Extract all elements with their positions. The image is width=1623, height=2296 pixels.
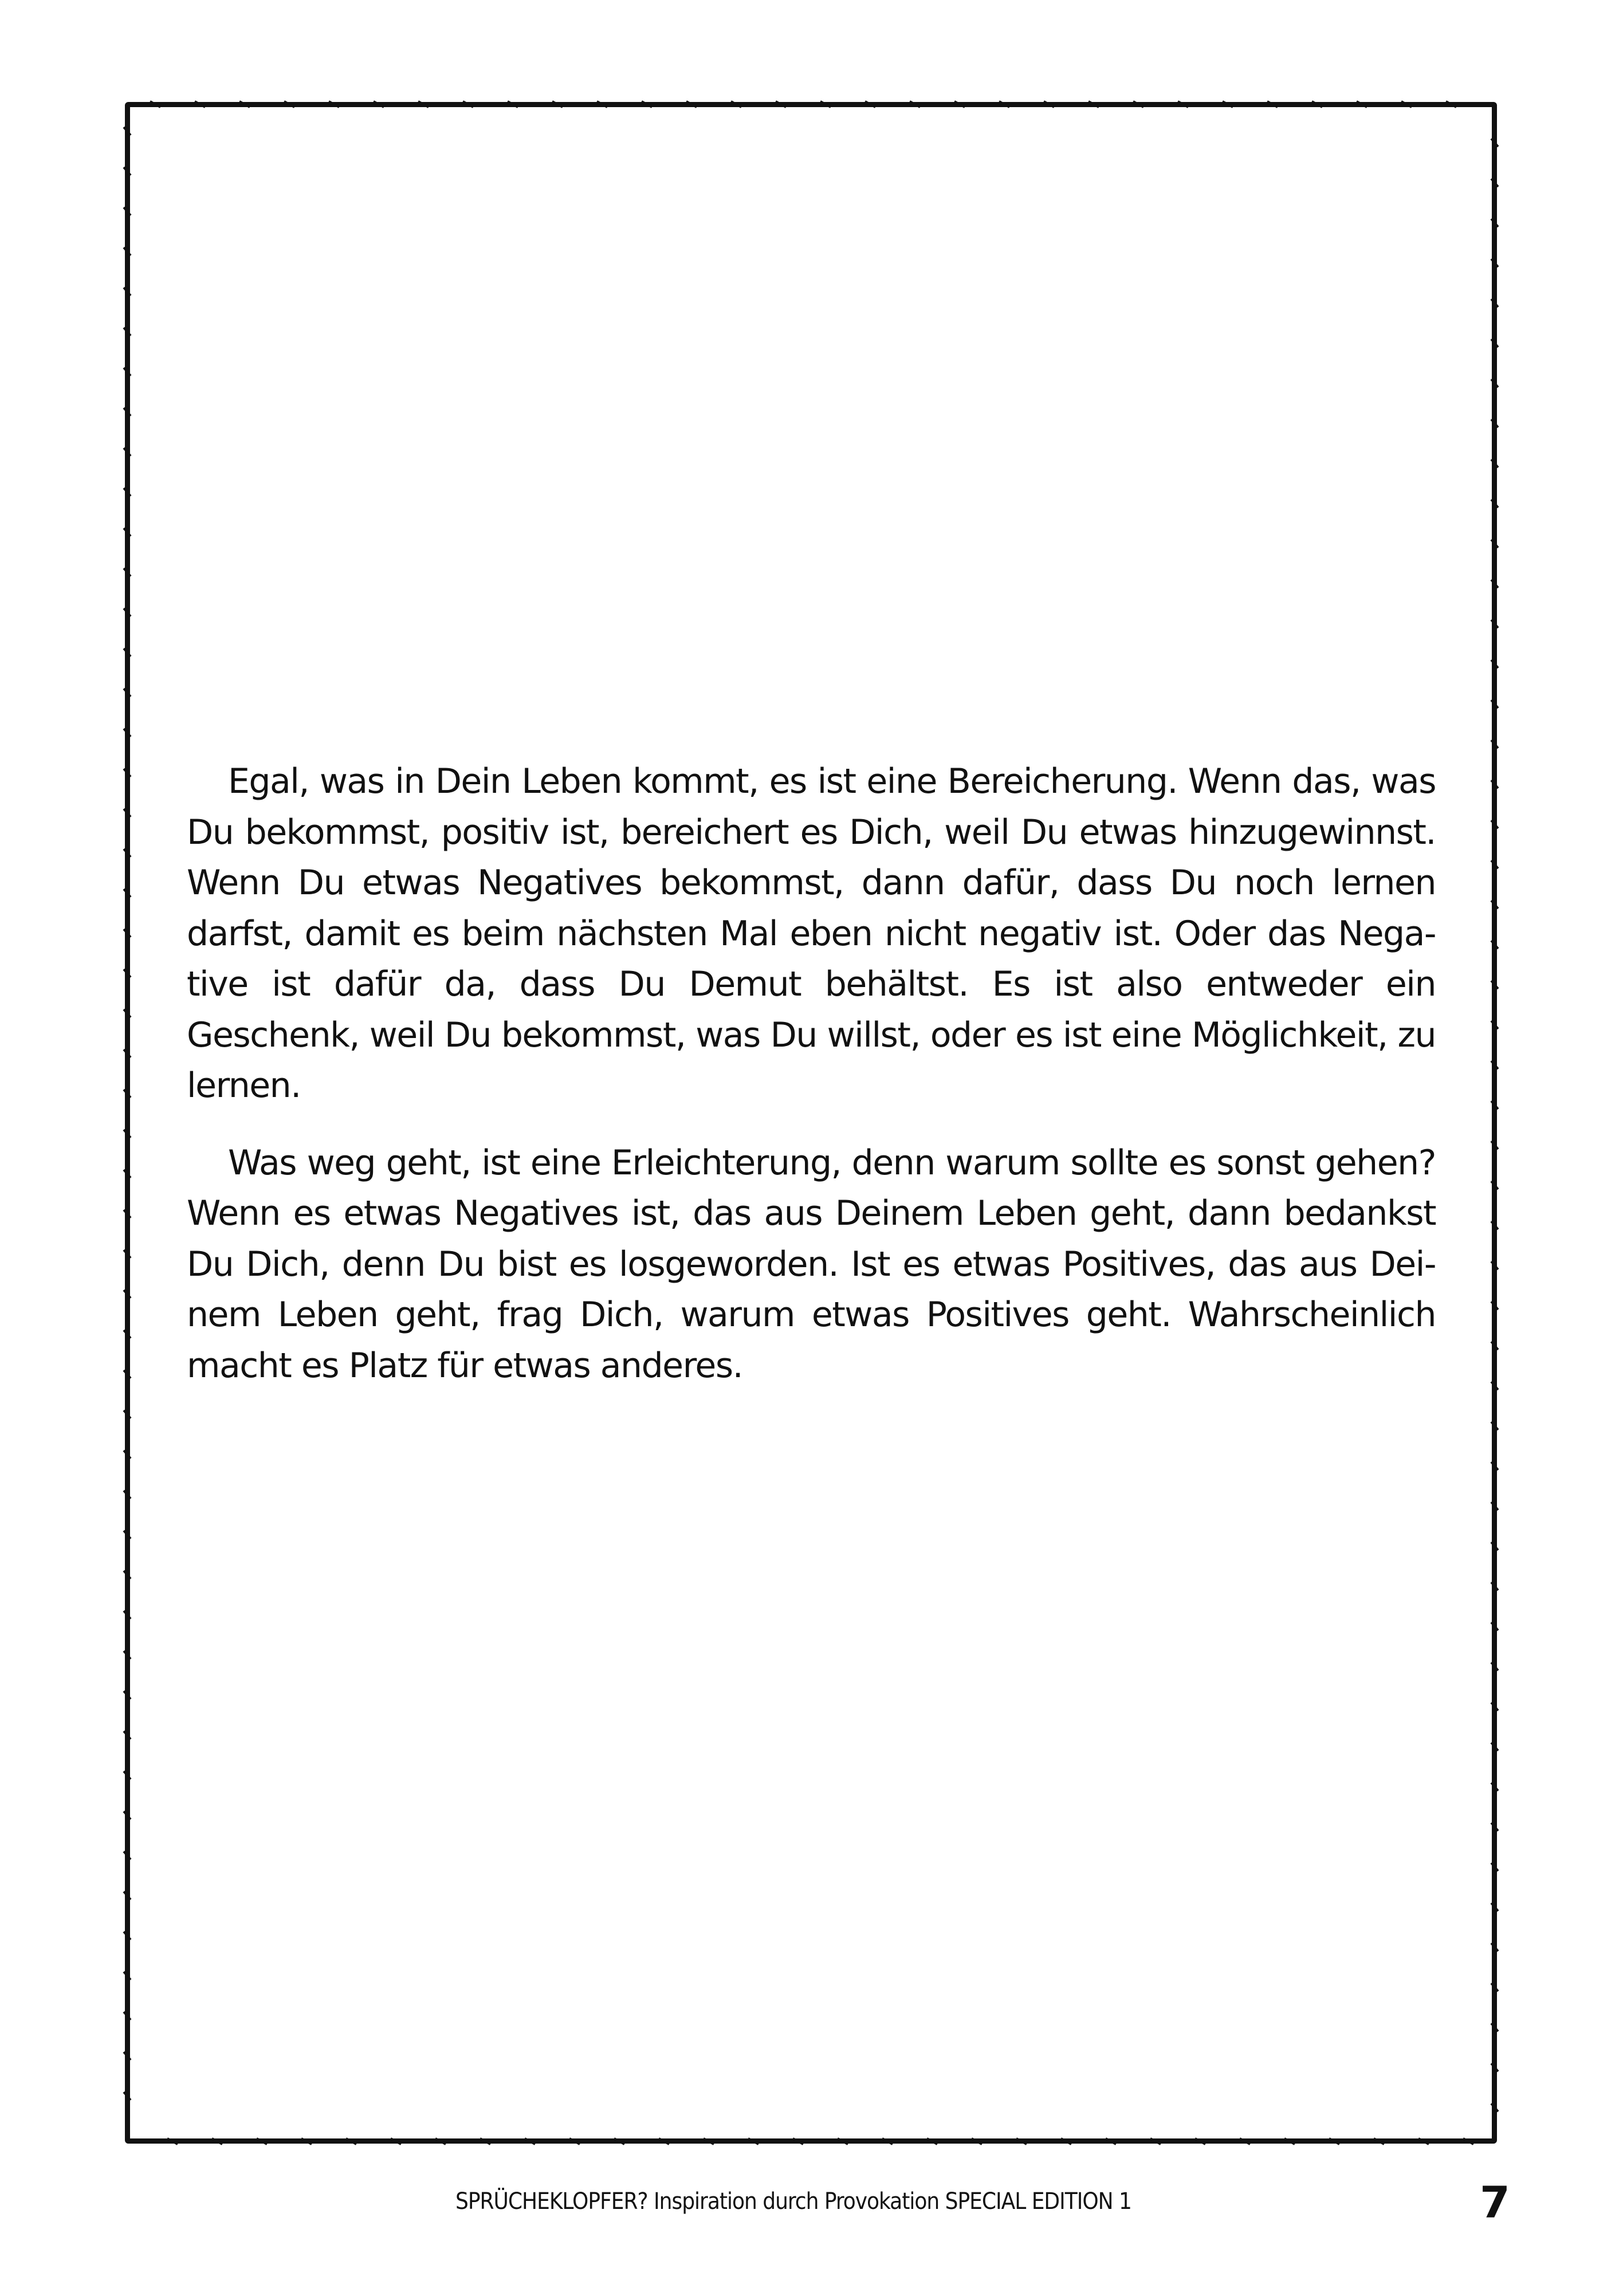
paragraph-1: Egal, was in Dein Leben kommt, es ist eine Bereicherung. Wenn das, was Du bekommst, positiv ist, bereichert es Dich, weil Du etwas hinzugewinnst. Wenn Du etwas Negatives bekommst, dann dafür, dass Du noch lernen darfst, damit es beim nächsten Mal eben nicht negativ ist. Oder das Nega-tive ist dafür da, dass Du Demut behältst. Es ist also entweder ein Geschenk, weil Du bekommst, was Du willst, oder es ist eine Möglichkeit, zu lernen. xyxy=(187,761,1436,1106)
page-number: 7 xyxy=(1480,2177,1510,2228)
footer-title: SPRÜCHEKLOPFER? Inspiration durch Provokation SPECIAL EDITION 1 xyxy=(455,2188,1131,2215)
paragraph-2: Was weg geht, ist eine Erleichterung, denn warum sollte es sonst gehen? Wenn es etwas Negatives ist, das aus Deinem Leben geht, dann bedankst Du Dich, denn Du bist es losgeworden. Ist es etwas Positives, das aus Dei-nem Leben geht, frag Dich, warum etwas Positives geht. Wahrscheinlich macht es Platz für etwas anderes. xyxy=(187,1142,1436,1386)
page-footer xyxy=(0,2177,1623,2228)
main-text xyxy=(187,756,1436,1391)
